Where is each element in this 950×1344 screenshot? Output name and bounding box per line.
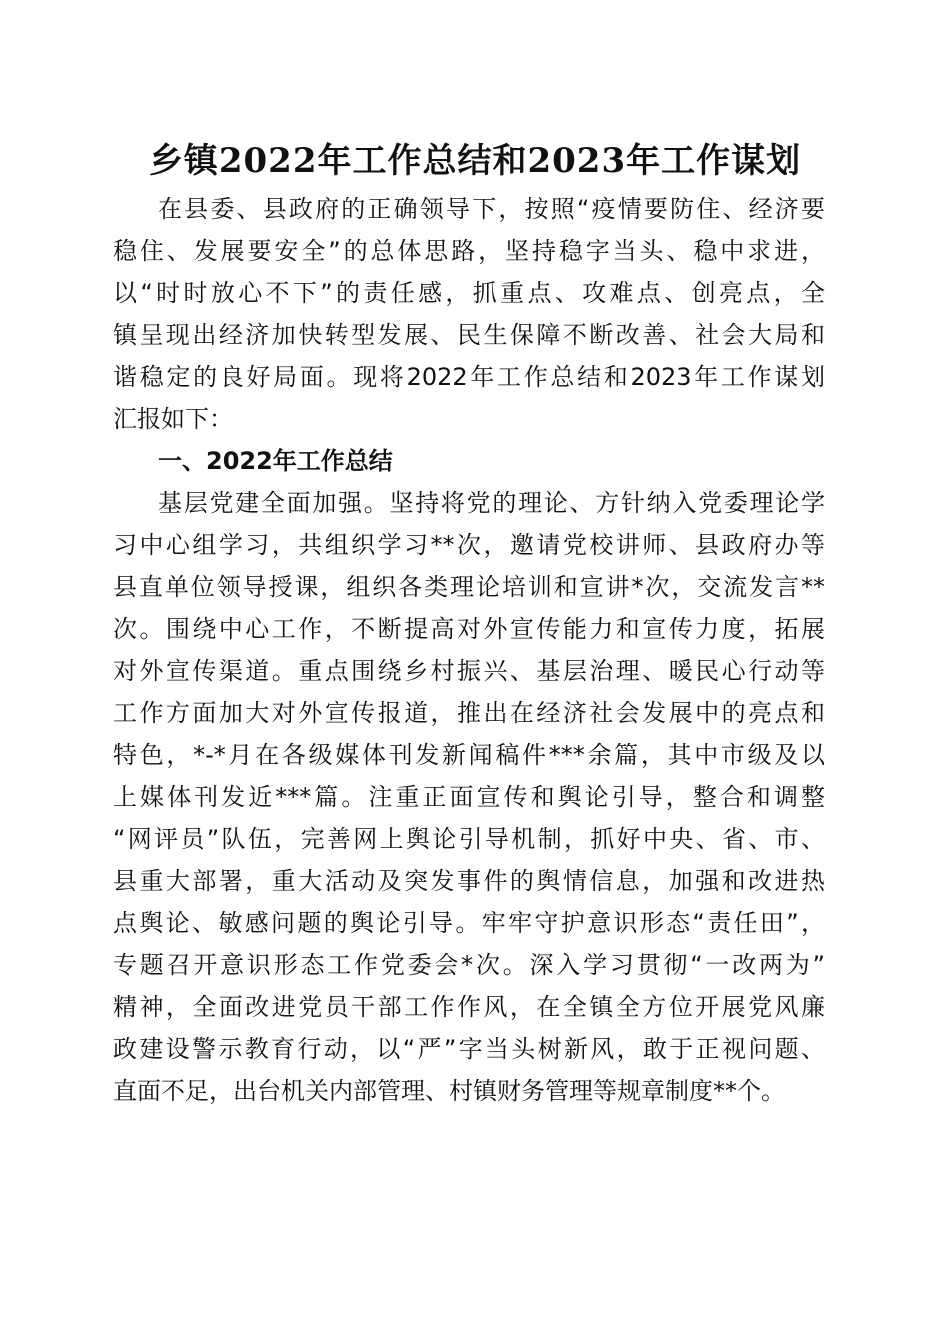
document-body bbox=[113, 188, 825, 1112]
paragraph-line: 县直单位领导授课，组织各类理论培训和宣讲*次，交流发言** bbox=[113, 573, 825, 601]
paragraph-line: 点舆论、敏感问题的舆论引导。牢牢守护意识形态“责任田”， bbox=[113, 909, 825, 937]
paragraph-line: 习中心组学习，共组织学习**次，邀请党校讲师、县政府办等 bbox=[113, 531, 825, 559]
paragraph-line: 上媒体刊发近***篇。注重正面宣传和舆论引导，整合和调整 bbox=[113, 783, 825, 811]
paragraph-line: 政建设警示教育行动，以“严”字当头树新风，敢于正视问题、 bbox=[113, 1035, 825, 1063]
paragraph-line: 县重大部署，重大活动及突发事件的舆情信息，加强和改进热 bbox=[113, 867, 825, 895]
paragraph-line: 专题召开意识形态工作党委会*次。深入学习贯彻“一改两为” bbox=[113, 951, 825, 979]
paragraph-line: 次。围绕中心工作，不断提高对外宣传能力和宣传力度，拓展 bbox=[113, 615, 825, 643]
section-heading: 一、2022年工作总结 bbox=[158, 447, 393, 475]
paragraph-line: “网评员”队伍，完善网上舆论引导机制，抓好中央、省、市、 bbox=[113, 825, 825, 853]
paragraph-line: 谐稳定的良好局面。现将2022年工作总结和2023年工作谋划 bbox=[113, 363, 825, 391]
paragraph-line: 镇呈现出经济加快转型发展、民生保障不断改善、社会大局和 bbox=[113, 321, 825, 349]
paragraph-line: 直面不足，出台机关内部管理、村镇财务管理等规章制度**个。 bbox=[113, 1077, 785, 1105]
paragraph-line: 精神，全面改进党员干部工作作风，在全镇全方位开展党风廉 bbox=[113, 993, 825, 1021]
paragraph-line: 工作方面加大对外宣传报道，推出在经济社会发展中的亮点和 bbox=[113, 699, 825, 727]
paragraph-line: 在县委、县政府的正确领导下，按照“疫情要防住、经济要 bbox=[158, 195, 825, 223]
paragraph-line: 基层党建全面加强。坚持将党的理论、方针纳入党委理论学 bbox=[158, 489, 825, 517]
paragraph-line: 以“时时放心不下”的责任感，抓重点、攻难点、创亮点，全 bbox=[113, 279, 825, 307]
paragraph-line: 对外宣传渠道。重点围绕乡村振兴、基层治理、暖民心行动等 bbox=[113, 657, 825, 685]
paragraph-line: 特色，*-*月在各级媒体刊发新闻稿件***余篇，其中市级及以 bbox=[113, 741, 825, 769]
document-title: 乡镇2022年工作总结和2023年工作谋划 bbox=[148, 141, 802, 181]
paragraph-line: 稳住、发展要安全”的总体思路，坚持稳字当头、稳中求进， bbox=[113, 237, 825, 265]
paragraph-line: 汇报如下： bbox=[113, 405, 233, 433]
